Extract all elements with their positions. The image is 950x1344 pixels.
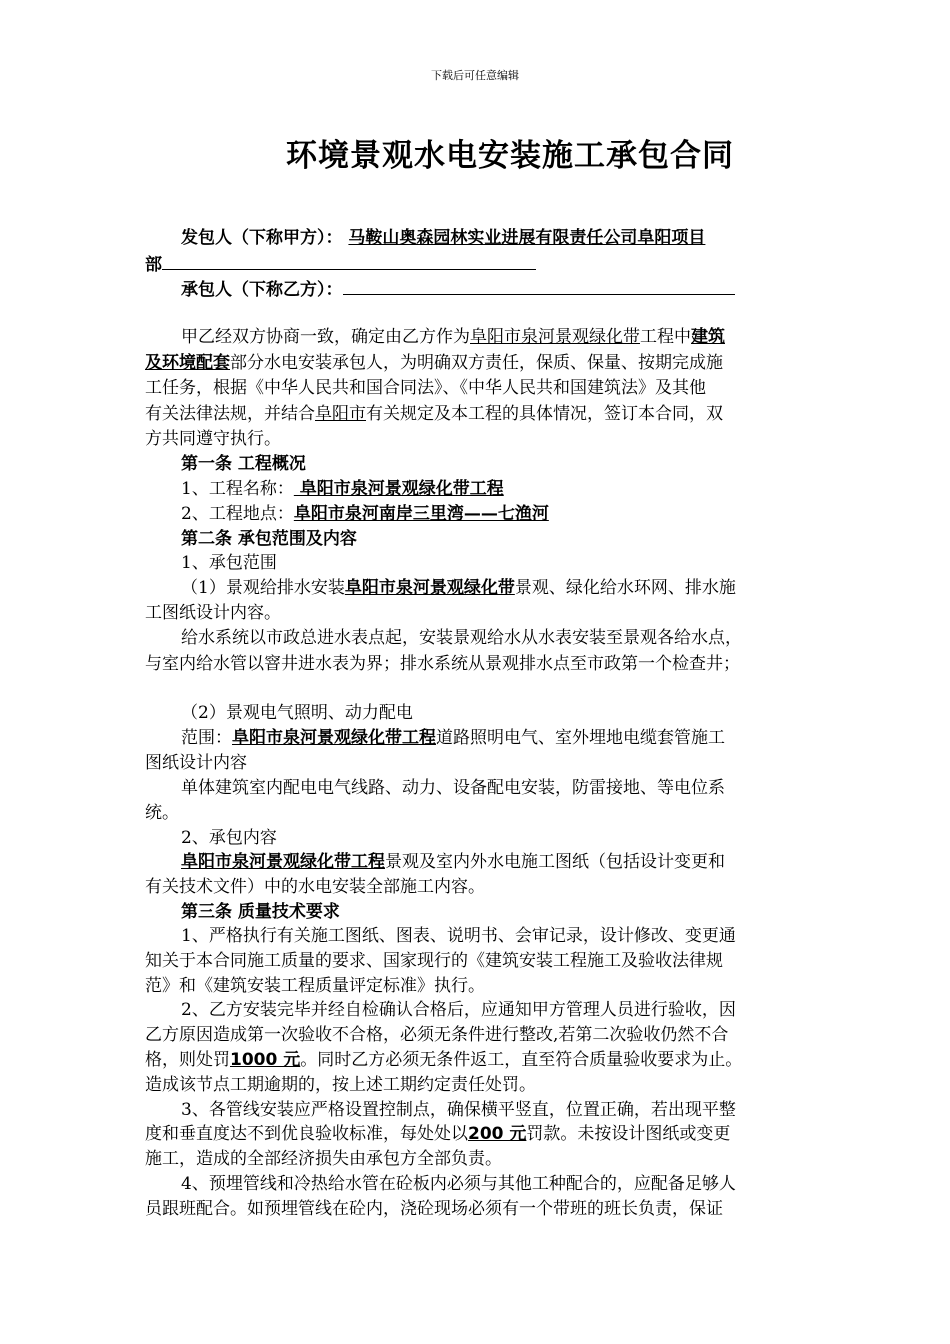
art3-c4b: 员跟班配合。如预埋管线在砼内，浇砼现场必须有一个带班的班长负责，保证 <box>145 1199 723 1219</box>
preamble-line-1 <box>181 324 851 350</box>
art2-p1 <box>181 575 851 601</box>
text: 格，则处罚 <box>145 1050 230 1070</box>
party-a-value: 马鞍山奥森园林实业进展有限责任公司阜阳项目 <box>348 228 706 248</box>
contract-title: 环境景观水电安装施工承包合同 <box>286 138 734 174</box>
art2-p4 <box>181 725 851 751</box>
art2-p6c: 有关技术文件）中的水电安装全部施工内容。 <box>145 877 485 897</box>
text: 度和垂直度达不到优良验收标准，每处处以 <box>145 1124 468 1144</box>
preamble-line-2 <box>145 350 815 376</box>
art3-c3e: 施工，造成的全部经济损失由承包方全部负责。 <box>145 1149 502 1169</box>
art2-p2b: 与室内给水管以窨井进水表为界；排水系统从景观排水点至市政第一个检查井； <box>145 654 740 674</box>
art2-p5a: 单体建筑室内配电电气线路、动力、设备配电安装，防雷接地、等电位系 <box>181 778 725 798</box>
preamble-line-3: 工任务，根据《中华人民共和国合同法》、《中华人民共和国建筑法》及其他 <box>145 378 706 398</box>
project-name-line <box>181 476 851 502</box>
art3-c3a: 3、各管线安装应严格设置控制点，确保横平竖直，位置正确，若出现平整 <box>181 1100 736 1120</box>
party-b-line <box>181 276 851 303</box>
scope-ref: 建筑 <box>691 327 725 347</box>
preamble-line-5: 方共同遵守执行。 <box>145 429 281 449</box>
art2-p5b: 统。 <box>145 803 179 823</box>
project-location-line <box>181 501 851 527</box>
text: 范围： <box>181 728 232 748</box>
party-a-cont-line <box>145 251 815 278</box>
art3-c1a: 1、严格执行有关施工图纸、图表、说明书、会审记录，设计修改、变更通 <box>181 926 736 946</box>
label: 1、工程名称： <box>181 479 294 499</box>
project-name-ref: 阜阳市泉河景观绿化带 <box>344 578 515 598</box>
art3-c2b: 乙方原因造成第一次验收不合格，必须无条件进行整改,若第二次验收仍然不合 <box>145 1025 729 1045</box>
project-name-value: 阜阳市泉河景观绿化带工程 <box>293 479 504 499</box>
project-location-value: 阜阳市泉河南岸三里湾——七渔河 <box>293 504 549 524</box>
label: 2、工程地点： <box>181 504 294 524</box>
art2-p1d: 工图纸设计内容。 <box>145 603 281 623</box>
party-a-underline <box>162 251 536 270</box>
art3-c3b <box>145 1121 815 1147</box>
text: 景观及室内外水电施工图纸（包括设计变更和 <box>385 852 725 872</box>
party-a-line <box>181 225 851 251</box>
text: （1）景观给排水安装 <box>181 578 345 598</box>
art3-c2a: 2、乙方安装完毕并经自检确认合格后，应通知甲方管理人员进行验收，因 <box>181 1000 736 1020</box>
art2-p4d: 图纸设计内容 <box>145 753 247 773</box>
art3-c1b: 知关于本合同施工质量的要求、国家现行的《建筑安装工程施工及验收法律规 <box>145 951 723 971</box>
text: 景观、绿化给水环网、排水施 <box>514 578 736 598</box>
penalty-amount: 1000 元 <box>230 1050 301 1070</box>
text: 甲乙经双方协商一致，确定由乙方作为 <box>181 327 470 347</box>
project-name-ref: 阜阳市泉河景观绿化带工程 <box>181 852 385 872</box>
project-name-ref: 阜阳市泉河景观绿化带工程 <box>232 728 436 748</box>
party-b-label: 承包人（下称乙方）： <box>181 280 343 300</box>
text: 。同时乙方必须无条件返工，直至符合质量验收要求为止。 <box>300 1050 743 1070</box>
penalty-amount: 200 元 <box>468 1124 527 1144</box>
art3-c4a: 4、预埋管线和冷热给水管在砼板内必须与其他工种配合的，应配备足够人 <box>181 1174 736 1194</box>
text: 道路照明电气、室外埋地电缆套管施工 <box>436 728 725 748</box>
preamble-line-4 <box>145 401 815 427</box>
text: 部分水电安装承包人，为明确双方责任，保质、保量、按期完成施 <box>230 353 723 373</box>
party-a-value-cont: 部 <box>145 255 162 275</box>
art2-p6 <box>181 849 851 875</box>
article-2-heading: 第二条 承包范围及内容 <box>181 529 357 549</box>
project-name-ref: 阜阳市泉河景观绿化带 <box>470 327 640 347</box>
text: 有关规定及本工程的具体情况，签订本合同，双 <box>366 404 723 424</box>
text: 有关法律法规，并结合 <box>145 404 315 424</box>
text: 工程中 <box>640 327 691 347</box>
art3-c1c: 范》和《建筑安装工程质量评定标准》执行。 <box>145 976 485 996</box>
article-1-heading: 第一条 工程概况 <box>181 454 306 474</box>
art2-s1: 1、承包范围 <box>181 553 277 573</box>
header-note: 下载后可任意编辑 <box>431 69 519 82</box>
text: 罚款。未按设计图纸或变更 <box>526 1124 731 1144</box>
party-a-label: 发包人（下称甲方）： <box>181 228 343 248</box>
party-b-blank <box>343 276 735 295</box>
article-3-heading: 第三条 质量技术要求 <box>181 902 340 922</box>
art3-c2c <box>145 1047 815 1073</box>
art2-p2a: 给水系统以市政总进水表点起，安装景观给水从水表安装至景观各给水点， <box>181 628 742 648</box>
art2-s2: 2、承包内容 <box>181 828 277 848</box>
scope-ref: 及环境配套 <box>145 353 230 373</box>
art3-c2f: 造成该节点工期逾期的，按上述工期约定责任处罚。 <box>145 1075 536 1095</box>
city-ref: 阜阳市 <box>315 404 366 424</box>
art2-p3: （2）景观电气照明、动力配电 <box>181 703 413 723</box>
